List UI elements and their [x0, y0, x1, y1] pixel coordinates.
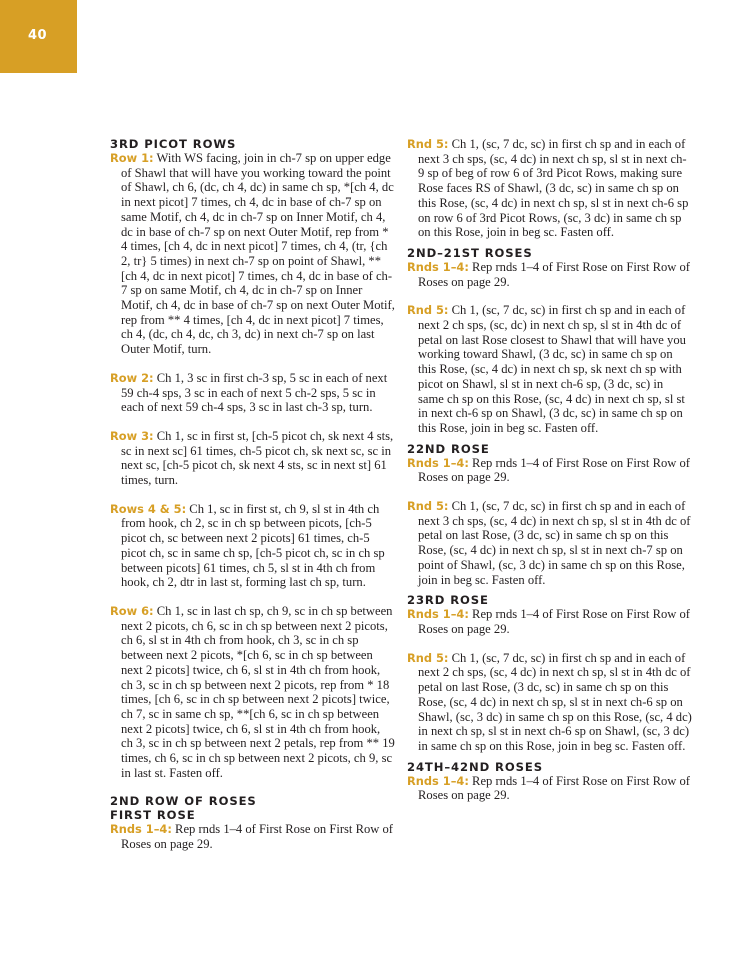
row-label: Rnds 1–4:	[407, 455, 469, 470]
row-text: Ch 1, 3 sc in first ch-3 sp, 5 sc in each of next 59 ch-4 sps, 3 sc in each of next 5 ch-2 sps, 5 sc in each of next 59 ch-4 sps, 3 sc in last ch-3 sp, turn.	[121, 370, 388, 415]
instruction-row-1	[110, 151, 395, 357]
row-label: Rnds 1–4:	[407, 773, 469, 788]
instruction-row-3	[110, 429, 395, 488]
row-text: Ch 1, sc in last ch sp, ch 9, sc in ch sp between next 2 picots, ch 6, sc in ch sp between next 2 picots, ch 6, sl st in 4th ch from hook, ch 3, sc in ch sp between next 2 picots, *[ch 6, sc in ch sp between next 2 picots] twice, ch 6, sl st in 4th ch from hook, ch 3, sc in ch sp between next 2 picots, rep from * 18 times, [ch 6, sc in ch sp between next 2 picots] twice, ch 7, sc in same ch sp, **[ch 6, sc in ch sp between next 2 picots] twice, ch 6, sl st in 4th ch from hook, ch 3, sc in ch sp between next 2 petals, rep from ** 19 times, ch 6, sc in ch sp between next 2 picots, ch 9, sc in last st. Fasten off.	[121, 603, 395, 780]
page-number: 40	[28, 28, 48, 43]
instruction-rnds-1-4	[407, 260, 692, 289]
row-label: Rnd 5:	[407, 137, 449, 151]
row-label: Row 6:	[110, 603, 154, 618]
instruction-rnds-1-4	[407, 774, 692, 803]
row-text: Rep rnds 1–4 of First Rose on First Row of Roses on page 29.	[418, 259, 690, 289]
row-label: Rnds 1–4:	[407, 607, 469, 622]
instruction-row-6	[110, 604, 395, 780]
row-label: Rows 4 & 5:	[110, 501, 187, 516]
row-label: Row 1:	[110, 151, 154, 165]
row-text: Ch 1, sc in first st, [ch-5 picot ch, sk next 4 sts, sc in next sc] 61 times, ch-5 picot ch, sk next sc, sc in next sc, [ch-5 picot ch, sk next 4 sts, sc in next st] 61 times, turn.	[121, 428, 394, 488]
page-number-tab	[0, 0, 77, 73]
row-label: Rnd 5:	[407, 303, 449, 318]
row-text: With WS facing, join in ch-7 sp on upper edge of Shawl that will have you working toward the point of Shawl, ch 6, (dc, ch 4, dc) in same ch sp, *[ch 4, dc in next picot] 7 times, ch 4, dc in base of ch-7 sp on same Motif, ch 4, dc in ch-7 sp on Inner Motif, ch 4, dc in base of ch-7 sp on next Outer Motif, rep from * 4 times, [ch 4, dc in next picot] 7 times, ch 4, (tr, {ch 2, tr} 5 times) in next ch-7 sp on point of Shawl, **[ch 4, dc in next picot] 7 times, ch 4, dc in base of ch-7 sp on same Motif, ch 4, dc in ch-7 sp on Inner Motif, ch 4, dc in base of ch-7 sp on next Outer Motif, rep from ** 4 times, [ch 4, dc in next picot] 7 times, ch 4, (dc, ch 4, dc, ch 3, dc) in next ch-7 sp on last Outer Motif, turn.	[121, 151, 395, 357]
subheading-first-rose: FIRST ROSE	[110, 808, 196, 823]
row-label: Rnds 1–4:	[407, 259, 469, 274]
section-heading-24th-42nd-roses: 24TH–42ND ROSES	[407, 759, 543, 774]
instruction-rnd-5	[407, 651, 692, 754]
instruction-rows-4-5	[110, 502, 395, 590]
row-text: Rep rnds 1–4 of First Rose on First Row of Roses on page 29.	[418, 455, 690, 485]
section-heading-2nd-row-of-roses: 2ND ROW OF ROSES	[110, 794, 257, 809]
row-label: Row 2:	[110, 370, 154, 385]
right-column	[407, 137, 692, 803]
row-label: Rnds 1–4:	[110, 822, 172, 837]
instruction-rnds-1-4	[407, 607, 692, 636]
instruction-rnd-5	[407, 499, 692, 587]
row-label: Rnd 5:	[407, 650, 449, 665]
instruction-rnd-5-first-rose	[407, 137, 692, 240]
row-text: Ch 1, (sc, 7 dc, sc) in first ch sp and in each of next 3 ch sps, (sc, 4 dc) in next ch sp, sl st in 4th dc of petal on last Rose, (3 dc, sc) in same ch sp on this Rose, (sc, 4 dc) in next ch sp, sl st in next ch-7 sp on point of Shawl, (sc, 3 dc) in same ch sp on this Rose, join in beg sc. Fasten off.	[418, 499, 691, 587]
row-text: Ch 1, (sc, 7 dc, sc) in first ch sp and in each of next 3 ch sps, (sc, 4 dc) in next ch sp, sl st in next ch-9 sp of beg of row 6 of 3rd Picot Rows, making sure Rose faces RS of Shawl, (3 dc, sc) in same ch sp on this Rose, (sc, 4 dc) in next ch sp, sl st in next ch-6 sp on row 6 of 3rd Picot Rows, (sc, 3 dc) in same ch sp on this Rose, join in beg sc. Fasten off.	[418, 137, 689, 240]
section-heading-3rd-picot-rows: 3RD PICOT ROWS	[110, 137, 237, 151]
row-text: Rep rnds 1–4 of First Rose on First Row of Roses on page 29.	[121, 822, 393, 852]
row-text: Rep rnds 1–4 of First Rose on First Row of Roses on page 29.	[418, 607, 690, 636]
row-text: Ch 1, (sc, 7 dc, sc) in first ch sp and in each of next 2 ch sps, (sc, 4 dc) in next ch sp, sl st in 4th dc of petal on last Rose, (3 dc, sc) in same ch sp on this Rose, (sc, 4 dc) in next ch sp, sl st in next ch-6 sp on Shawl, (sc, 3 dc) in same ch sp on this Rose, (sc, 4 dc) in next ch sp, sl st in next ch-6 sp on Shawl, (sc, 3 dc) in same ch sp on this Rose, join in beg sc. Fasten off.	[418, 650, 692, 753]
row-text: Ch 1, (sc, 7 dc, sc) in first ch sp and in each of next 2 ch sps, (sc, dc) in next ch sp, sl st in 4th dc of petal on last Rose closest to Shawl that will have you working toward Shawl, (3 dc, sc) in same ch sp on this Rose, (sc, 4 dc) in next ch sp, sk next ch sp with picot on Shawl, sl st in next ch-6 sp, (3 dc, sc) in same ch sp on this Rose, (sc, 4 dc) in next ch sp, sl st in next ch-6 sp on Shawl, (3 dc, sc) in same ch sp on this Rose, join in beg sc. Fasten off.	[418, 303, 686, 435]
row-text: Ch 1, sc in first st, ch 9, sl st in 4th ch from hook, ch 2, sc in ch sp between picots, [ch-5 picot ch, sc between next 2 picots] 61 times, ch-5 picot ch, sc in same ch sp, [ch-5 picot ch, sc in ch sp between picots] 61 times, ch 5, sl st in 4th ch from hook, ch 2, dtr in last st, forming last ch sp, turn.	[121, 501, 385, 590]
instruction-rnd-5	[407, 303, 692, 435]
row-text: Rep rnds 1–4 of First Rose on First Row of Roses on page 29.	[418, 773, 690, 803]
row-label: Row 3:	[110, 428, 154, 443]
section-heading-2nd-21st-roses: 2ND–21ST ROSES	[407, 245, 533, 260]
instruction-rnds-1-4	[110, 822, 395, 851]
instruction-row-2	[110, 371, 395, 415]
section-heading-23rd-rose: 23RD ROSE	[407, 593, 489, 608]
instruction-rnds-1-4	[407, 456, 692, 485]
section-heading-22nd-rose: 22ND ROSE	[407, 441, 490, 456]
left-column	[110, 137, 395, 852]
row-label: Rnd 5:	[407, 499, 449, 514]
